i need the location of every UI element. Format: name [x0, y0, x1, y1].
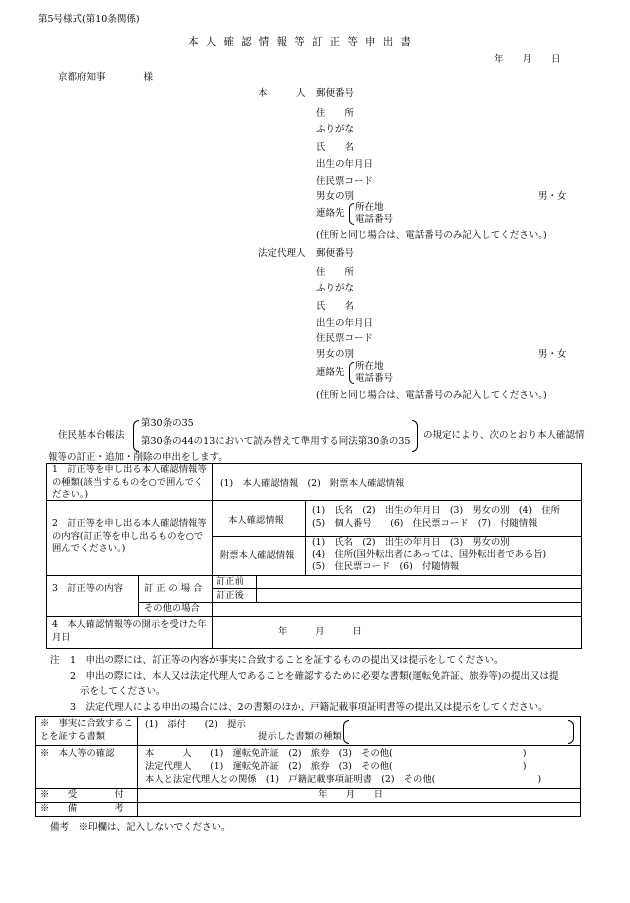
- row3-correction: 訂 正 の 場 合: [144, 583, 203, 594]
- principal-address: 住 所: [316, 108, 355, 119]
- date-line: 年 月 日: [494, 54, 561, 65]
- office-r3-label: ※ 受 付: [40, 789, 124, 800]
- notes-label: 注: [50, 655, 60, 666]
- rep-label: 法定代理人: [258, 248, 306, 259]
- rep-contact-brace: [349, 362, 354, 384]
- rep-postal: 郵便番号: [316, 248, 355, 259]
- rep-birthdate: 出生の年月日: [316, 318, 374, 329]
- law-prefix: 住民基本台帳法: [58, 430, 125, 441]
- office-r1-options: (1) 添付 (2) 提示: [145, 719, 246, 730]
- row3-other: その他の場合: [144, 603, 200, 614]
- row3-before: 訂正前: [216, 576, 244, 587]
- law-suffix: の規定により、次のとおり本人確認情: [423, 430, 585, 441]
- office-r2-label: ※ 本人等の確認: [40, 748, 115, 759]
- law-continuation: 報等の訂正・追加・削除の申出をします。: [48, 452, 228, 463]
- principal-contact-location: 所在地: [355, 202, 384, 213]
- rep-resident-code: 住民票コード: [316, 333, 374, 344]
- addressee: 京都府知事 様: [58, 72, 154, 83]
- row3-label: 3 訂正等の内容: [52, 583, 123, 594]
- principal-postal: 郵便番号: [316, 88, 355, 99]
- principal-birthdate: 出生の年月日: [316, 159, 374, 170]
- office-r1-label: ※ 事実に合致することを証する書類: [40, 718, 133, 742]
- rep-name: 氏 名: [316, 301, 355, 312]
- office-r3-value: 年 月 日: [318, 789, 384, 800]
- row2b-line1: (1) 氏名 (2) 出生の年月日 (3) 男女の別: [312, 537, 510, 548]
- office-r4-label: ※ 備 考: [40, 803, 124, 814]
- row1-label: 1 訂正等を申し出る本人確認情報等の種類(該当するものを○で囲んでください。): [52, 464, 207, 500]
- rep-contact-location: 所在地: [355, 361, 384, 372]
- principal-label: 本 人: [258, 88, 306, 99]
- principal-furigana: ふりがな: [316, 124, 355, 135]
- rep-address: 住 所: [316, 267, 355, 278]
- note-2a: 2 申出の際には、本人又は法定代理人であることを確認するために必要な書類(運転免許証、旅券等)の提出又は提: [70, 671, 559, 682]
- remark: 備考 ※印欄は、記入しないでください。: [50, 822, 231, 833]
- law-brace-right: [412, 420, 418, 452]
- principal-contact-note: (住所と同じ場合は、電話番号のみ記入してください。): [316, 230, 547, 241]
- row2b-line2: (4) 住所(国外転出者にあっては、国外転出者である旨): [312, 549, 547, 560]
- note-2b: 示をしてください。: [80, 686, 166, 697]
- principal-contact-phone: 電話番号: [355, 214, 394, 225]
- row2a-sublabel: 本人確認情報: [228, 515, 284, 526]
- row3-after: 訂正後: [216, 590, 244, 601]
- principal-name: 氏 名: [316, 142, 355, 153]
- office-r1-doctype: 提示した書類の種類: [258, 731, 342, 742]
- rep-furigana: ふりがな: [316, 283, 355, 294]
- rep-contact-phone: 電話番号: [355, 373, 394, 384]
- row4-value: 年 月 日: [278, 626, 362, 637]
- row1-value: (1) 本人確認情報 (2) 附票本人確認情報: [220, 478, 405, 489]
- office-r2-line3: 本人と法定代理人との関係 (1) 戸籍記載事項証明書 (2) その他( ): [145, 774, 542, 785]
- law-line2: 第30条の44の13において読み替えて準用する同法第30条の35: [141, 436, 411, 447]
- row2b-sublabel: 附票本人確認情報: [220, 550, 295, 561]
- principal-contact-brace: [349, 203, 354, 225]
- principal-contact-label: 連絡先: [316, 208, 345, 219]
- principal-resident-code: 住民票コード: [316, 176, 374, 187]
- row4-label: 4 本人確認情報等の開示を受けた年月日: [52, 619, 207, 643]
- rep-gender-value: 男・女: [538, 349, 567, 360]
- rep-contact-note: (住所と同じ場合は、電話番号のみ記入してください。): [316, 390, 547, 401]
- office-r1-bracket-right: [568, 720, 574, 744]
- row2-label: 2 訂正等を申し出る本人確認情報等の内容(訂正等を申し出るものを○で囲んでください。): [52, 518, 207, 554]
- office-r2-line1: 本 人 (1) 運転免許証 (2) 旅券 (3) その他( ): [145, 748, 527, 759]
- rep-gender: 男女の別: [316, 349, 355, 360]
- office-r2-line2: 法定代理人 (1) 運転免許証 (2) 旅券 (3) その他( ): [145, 761, 527, 772]
- law-line1: 第30条の35: [141, 418, 194, 429]
- note-3: 3 法定代理人による申出の場合には、2の書類のほか、戸籍記載事項証明書等の提出又は提示をしてください。: [70, 702, 548, 713]
- row2a-line1: (1) 氏名 (2) 出生の年月日 (3) 男女の別 (4) 住所: [312, 505, 560, 516]
- law-brace-left: [133, 420, 139, 452]
- office-r1-bracket-left: [343, 720, 349, 744]
- page-title: 本人確認情報等訂正等申出書: [188, 36, 419, 48]
- row2b-line3: (5) 住民票コード (6) 付随情報: [312, 561, 460, 572]
- row2a-line2: (5) 個人番号 (6) 住民票コード (7) 付随情報: [312, 518, 538, 529]
- note-1: 1 申出の際には、訂正等の内容が事実に合致することを証するものの提出又は提示をしてください。: [70, 655, 504, 666]
- principal-gender-value: 男・女: [538, 191, 567, 202]
- rep-contact-label: 連絡先: [316, 367, 345, 378]
- principal-gender: 男女の別: [316, 191, 355, 202]
- form-number: 第5号様式(第10条関係): [38, 14, 140, 25]
